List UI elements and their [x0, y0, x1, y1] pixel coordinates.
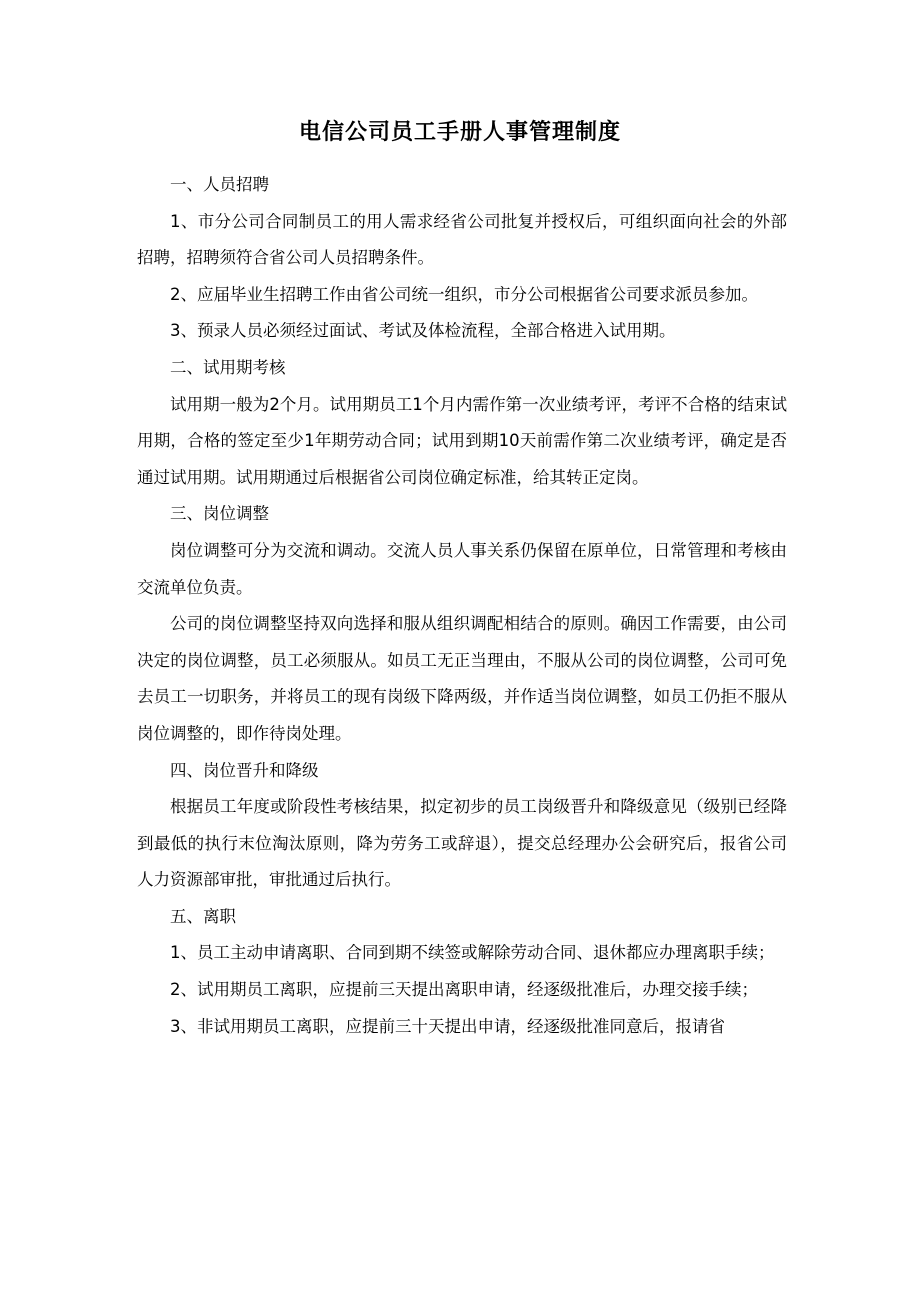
section-heading-recruitment: 一、人员招聘	[170, 175, 269, 194]
paragraph: 2、应届毕业生招聘工作由省公司统一组织，市分公司根据省公司要求派员参加。	[170, 284, 758, 304]
paragraph: 1、员工主动申请离职、合同到期不续签或解除劳动合同、退休都应办理离职手续；	[170, 943, 775, 963]
paragraph: 1、市分公司合同制员工的用人需求经省公司批复并授权后，可组织面向社会的外部招聘，招聘须符合省公司人员招聘条件。	[137, 211, 787, 268]
paragraph: 2、试用期员工离职，应提前三天提出离职申请，经逐级批准后，办理交接手续；	[170, 980, 758, 1000]
document-title: 电信公司员工手册人事管理制度	[298, 120, 621, 145]
section-heading-position-adjustment: 三、岗位调整	[170, 504, 269, 524]
section-heading-promotion-demotion: 四、岗位晋升和降级	[170, 760, 319, 780]
paragraph: 岗位调整可分为交流和调动。交流人员人事关系仍保留在原单位，日常管理和考核由交流单位负责。	[137, 540, 787, 597]
document-body	[137, 167, 787, 1045]
paragraph: 公司的岗位调整坚持双向选择和服从组织调配相结合的原则。确因工作需要，由公司决定的岗位调整，员工必须服从。如员工无正当理由，不服从公司的岗位调整，公司可免去员工一切职务，并将员工的现有岗级下降两级，并作适当岗位调整，如员工仍拒不服从岗位调整的，即作待岗处理。	[137, 614, 787, 743]
paragraph: 3、预录人员必须经过面试、考试及体检流程，全部合格进入试用期。	[170, 321, 676, 341]
section-heading-resignation: 五、离职	[170, 906, 236, 926]
paragraph: 根据员工年度或阶段性考核结果，拟定初步的员工岗级晋升和降级意见（级别已经降到最低的执行末位淘汰原则，降为劳务工或辞退），提交总经理办公会研究后，报省公司人力资源部审批，审批通过后执行。	[137, 797, 787, 890]
section-heading-probation: 二、试用期考核	[170, 357, 286, 377]
paragraph: 3、非试用期员工离职，应提前三十天提出申请，经逐级批准同意后，报请省	[170, 1016, 725, 1036]
paragraph: 试用期一般为2个月。试用期员工1个月内需作第一次业绩考评，考评不合格的结束试用期，合格的签定至少1年期劳动合同；试用到期10天前需作第二次业绩考评，确定是否通过试用期。试用期通过后根据省公司岗位确定标准，给其转正定岗。	[137, 394, 787, 487]
